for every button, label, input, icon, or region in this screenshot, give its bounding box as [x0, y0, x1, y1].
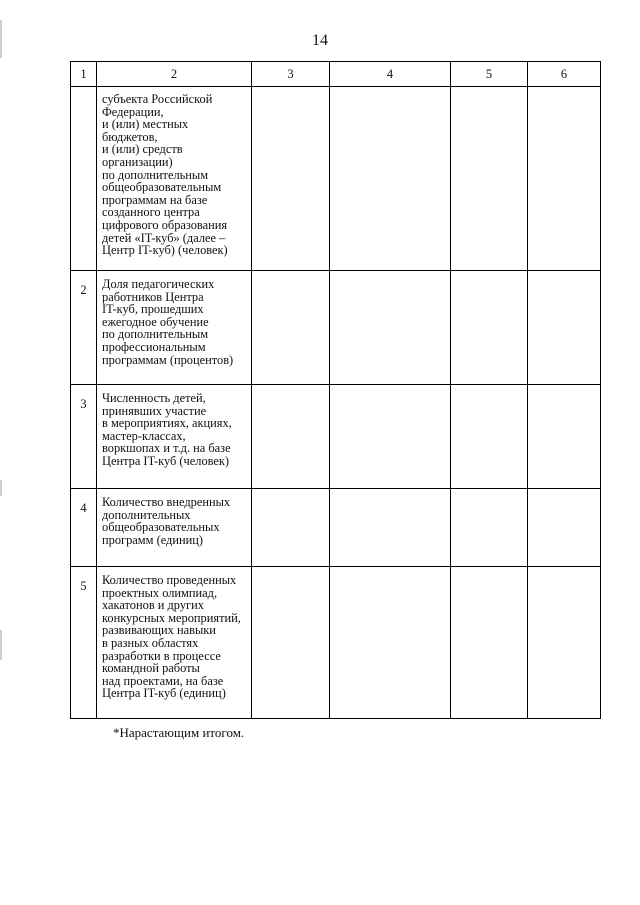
value-cell	[528, 385, 601, 489]
indicator-name	[97, 489, 252, 567]
value-cell	[330, 385, 451, 489]
table-row	[71, 489, 601, 567]
value-cell	[252, 87, 330, 271]
value-cell	[252, 385, 330, 489]
indicator-text: субъекта Российской Федерации, и (или) местных бюджетов, и (или) средств организации) по дополнительным общеобразовательным программам на базе созданного центра цифрового образования детей «IT-куб» (далее – Центр IT-куб) (человек)	[102, 92, 228, 258]
row-number: 2	[71, 271, 97, 385]
column-header: 2	[97, 62, 252, 87]
indicator-name	[97, 271, 252, 385]
footnote: *Нарастающим итогом.	[113, 725, 245, 740]
row-number: 5	[71, 567, 97, 719]
value-cell	[451, 489, 528, 567]
table-row	[71, 87, 601, 271]
value-cell	[252, 567, 330, 719]
value-cell	[330, 87, 451, 271]
indicator-name	[97, 385, 252, 489]
indicator-name	[97, 87, 252, 271]
row-number: 4	[71, 489, 97, 567]
value-cell	[451, 87, 528, 271]
scan-edge-mark	[0, 480, 2, 496]
column-header: 4	[330, 62, 451, 87]
value-cell	[330, 271, 451, 385]
value-cell	[330, 567, 451, 719]
indicator-text: Количество проведенных проектных олимпиад, хакатонов и других конкурсных мероприятий, развивающих навыки в разных областях разработки в процессе командной работы над проектами, на базе Центра IT-куб (единиц)	[102, 573, 241, 701]
table-row	[71, 385, 601, 489]
indicator-text: Доля педагогических работников Центра IT-куб, прошедших ежегодное обучение по дополнительным профессиональным программам (процентов)	[102, 277, 234, 367]
scan-edge-mark	[0, 630, 2, 660]
column-header: 6	[528, 62, 601, 87]
value-cell	[451, 385, 528, 489]
table-row	[71, 567, 601, 719]
row-number: 3	[71, 385, 97, 489]
indicator-name	[97, 567, 252, 719]
value-cell	[330, 489, 451, 567]
table-row	[71, 271, 601, 385]
value-cell	[528, 489, 601, 567]
value-cell	[252, 489, 330, 567]
column-header: 3	[252, 62, 330, 87]
row-number	[71, 87, 97, 271]
indicator-text: Численность детей, принявших участие в мероприятиях, акциях, мастер-классах, воркшопах и т.д. на базе Центра IT-куб (человек)	[102, 391, 232, 468]
value-cell	[528, 567, 601, 719]
page-number: 14	[312, 32, 328, 49]
value-cell	[528, 271, 601, 385]
indicator-text: Количество внедренных дополнительных общеобразовательных программ (единиц)	[102, 495, 231, 547]
value-cell	[451, 271, 528, 385]
value-cell	[252, 271, 330, 385]
value-cell	[451, 567, 528, 719]
indicators-table	[70, 61, 601, 719]
value-cell	[528, 87, 601, 271]
column-header: 1	[71, 62, 97, 87]
table-header-row	[71, 62, 601, 87]
column-header: 5	[451, 62, 528, 87]
